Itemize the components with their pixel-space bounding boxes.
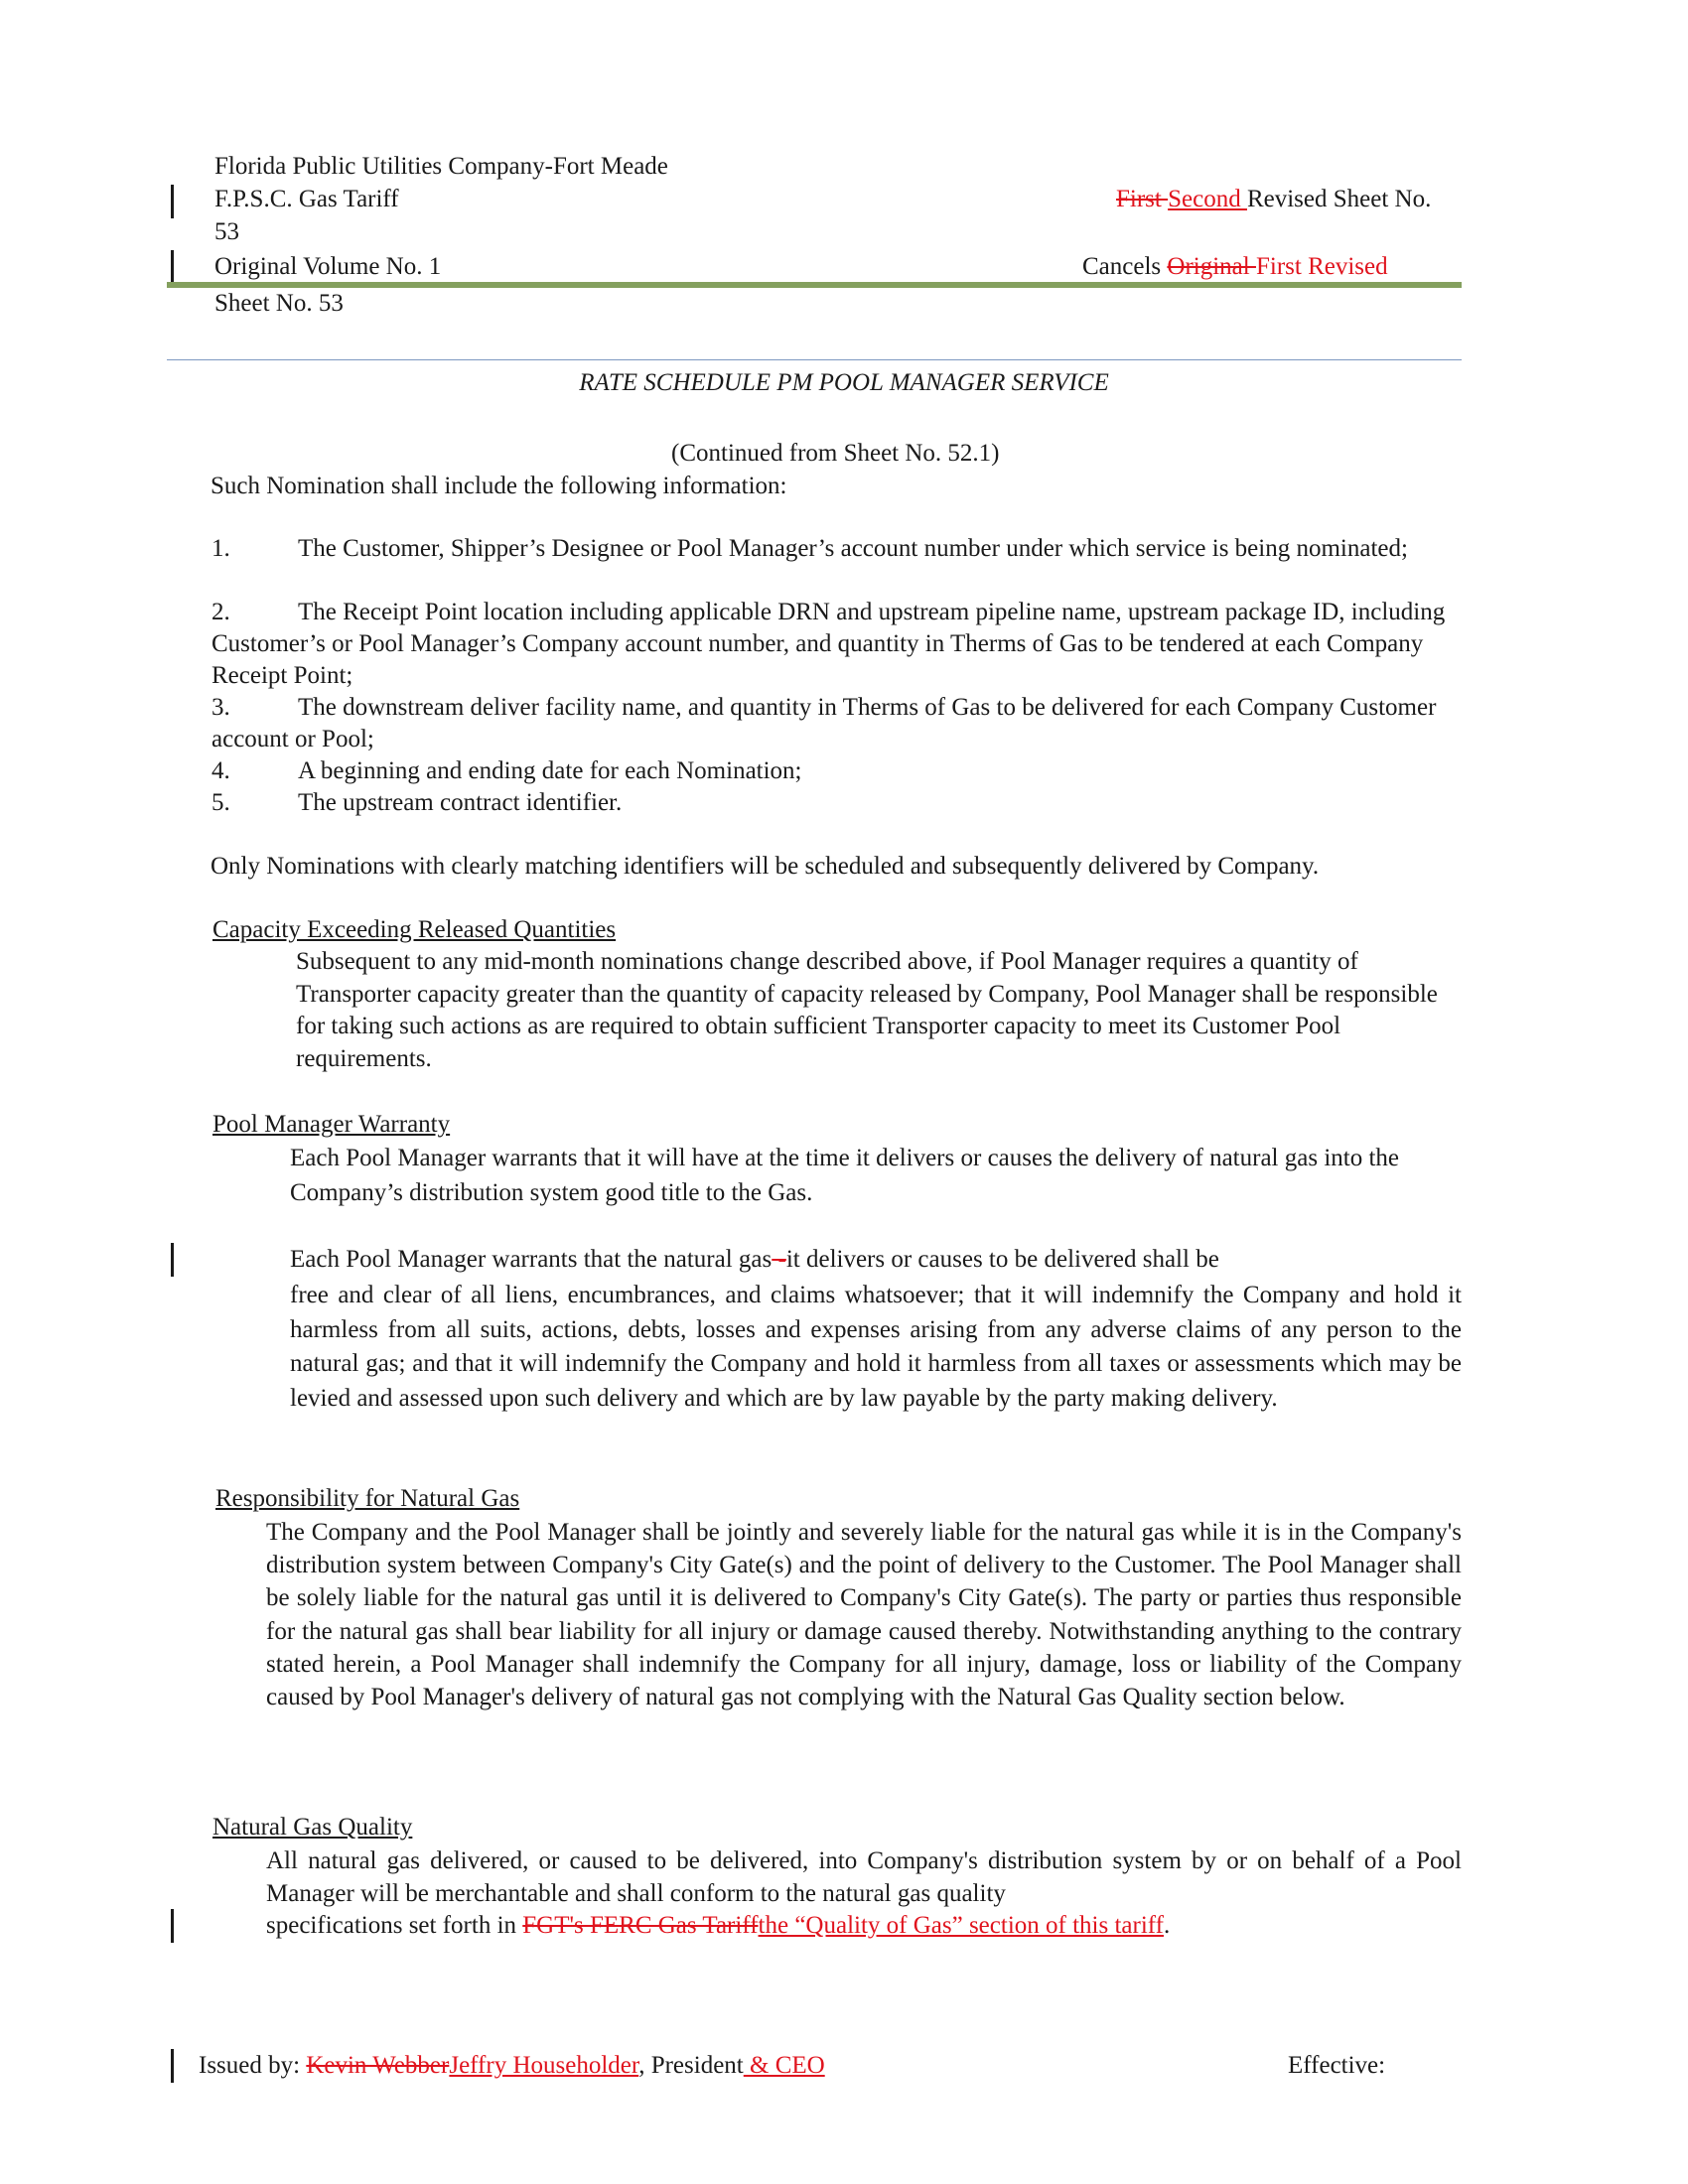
inserted-text: Second — [1168, 186, 1247, 212]
sheet-suffix: Revised Sheet No. — [1246, 186, 1432, 212]
section-heading-capacity: Capacity Exceeding Released Quantities — [212, 916, 617, 943]
header-sheet-revision — [1116, 184, 1431, 215]
warranty-paragraph-2: free and clear of all liens, encumbrances, and claims whatsoever; that it will indemnify the Company and hold it harmless from all suits, actions, debts, losses and expenses arising from any adverse claims of any person to the natural gas; and that it will indemnify the Company and hold it harmless from all taxes or assessments which may be levied and assessed upon such delivery and which are by law payable by the party making delivery. — [290, 1282, 1462, 1412]
list-item: 4. A beginning and ending date for each Nomination; — [211, 757, 802, 784]
footer-issued-by: Issued by: Kevin WebberJeffry Householder, President & CEO — [199, 2052, 825, 2079]
deleted-text: Original — [1167, 253, 1256, 280]
intro-text: Such Nomination shall include the following information: — [211, 473, 787, 499]
responsibility-body: The Company and the Pool Manager shall be jointly and severely liable for the natural gas while it is in the Company's distribution system between Company's City Gate(s) and the point of delivery to the Customer. The Pool Manager shall be solely liable for the natural gas until it is delivered to Company's City Gate(s). The party or parties thus responsible for the natural gas shall bear liability for all injury or damage caused thereby. Notwithstanding anything to the contrary stated herein, a Pool Manager shall indemnify the Company for all injury, damage, loss or liability of the Company caused by Pool Manager's delivery of natural gas not complying with the Natural Gas Quality section below. — [266, 1519, 1462, 1711]
list-item: 5. The upstream contract identifier. — [211, 789, 623, 816]
header-divider — [167, 359, 1462, 360]
change-bar — [171, 2049, 174, 2083]
deleted-text: Kevin Webber — [306, 2052, 450, 2079]
list-item: 3. The downstream deliver facility name, and quantity in Therms of Gas to be delivered for each Company Customer account or Pool; — [211, 694, 1437, 752]
cancels-prefix: Cancels — [1082, 253, 1168, 280]
header-volume: Original Volume No. 1 — [214, 253, 442, 280]
section-heading-quality: Natural Gas Quality — [212, 1814, 413, 1841]
footer-effective: Effective: — [1288, 2052, 1386, 2079]
section-heading-warranty: Pool Manager Warranty — [212, 1111, 451, 1138]
quality-last-line: specifications set forth in FGT's FERC Gas Tariffthe “Quality of Gas” section of this tariff. — [266, 1912, 1171, 1939]
inserted-text: the “Quality of Gas” section of this tariff — [758, 1912, 1164, 1939]
list-item: 2. The Receipt Point location including applicable DRN and upstream pipeline name, upstream package ID, including Customer’s or Pool Manager’s Company account number, and quantity in Therms of Gas to be tendered at each Company Receipt Point; — [211, 599, 1446, 689]
only-nominations-text: Only Nominations with clearly matching identifiers will be scheduled and subsequently delivered by Company. — [211, 853, 1320, 880]
inserted-text: First Revised — [1255, 253, 1388, 280]
change-bar — [171, 1243, 174, 1277]
header-company: Florida Public Utilities Company-Fort Meade — [214, 153, 668, 180]
inserted-text: & CEO — [743, 2052, 825, 2079]
deleted-text: FGT's FERC Gas Tariff — [522, 1912, 759, 1939]
continued-note: (Continued from Sheet No. 52.1) — [671, 440, 1000, 467]
change-bar — [171, 1909, 174, 1943]
change-bar — [171, 185, 174, 218]
header-cancels-sheet: Sheet No. 53 — [214, 290, 344, 317]
header-tariff: F.P.S.C. Gas Tariff — [214, 186, 399, 212]
warranty-paragraph-2-line-1: Each Pool Manager warrants that the natural gas -it delivers or causes to be delivered shall be — [290, 1246, 1219, 1273]
list-item: 1. The Customer, Shipper’s Designee or Pool Manager’s account number under which service is being nominated; — [211, 535, 1408, 562]
deleted-text: First — [1116, 186, 1169, 212]
inserted-text: Jeffry Householder — [449, 2052, 639, 2079]
quality-body: All natural gas delivered, or caused to be delivered, into Company's distribution system by or on behalf of a Pool Manager will be merchantable and shall conform to the natural gas quality — [266, 1847, 1462, 1907]
warranty-paragraph-1: Each Pool Manager warrants that it will have at the time it delivers or causes the delivery of natural gas into the Company’s distribution system good title to the Gas. — [290, 1145, 1400, 1206]
deleted-text: - — [772, 1246, 786, 1273]
header-sheet-number: 53 — [214, 218, 239, 245]
page-title: RATE SCHEDULE PM POOL MANAGER SERVICE — [579, 369, 1109, 396]
header-rule — [167, 282, 1462, 288]
capacity-body: Subsequent to any mid-month nominations change described above, if Pool Manager requires a quantity of Transporter capacity greater than the quantity of capacity released by Company, Pool Manager shall be responsible for taking such actions as are required to obtain sufficient Transporter capacity to meet its Customer Pool requirements. — [296, 948, 1438, 1072]
header-cancels — [1082, 251, 1388, 283]
change-bar — [171, 250, 174, 284]
section-heading-responsibility: Responsibility for Natural Gas — [215, 1485, 520, 1512]
